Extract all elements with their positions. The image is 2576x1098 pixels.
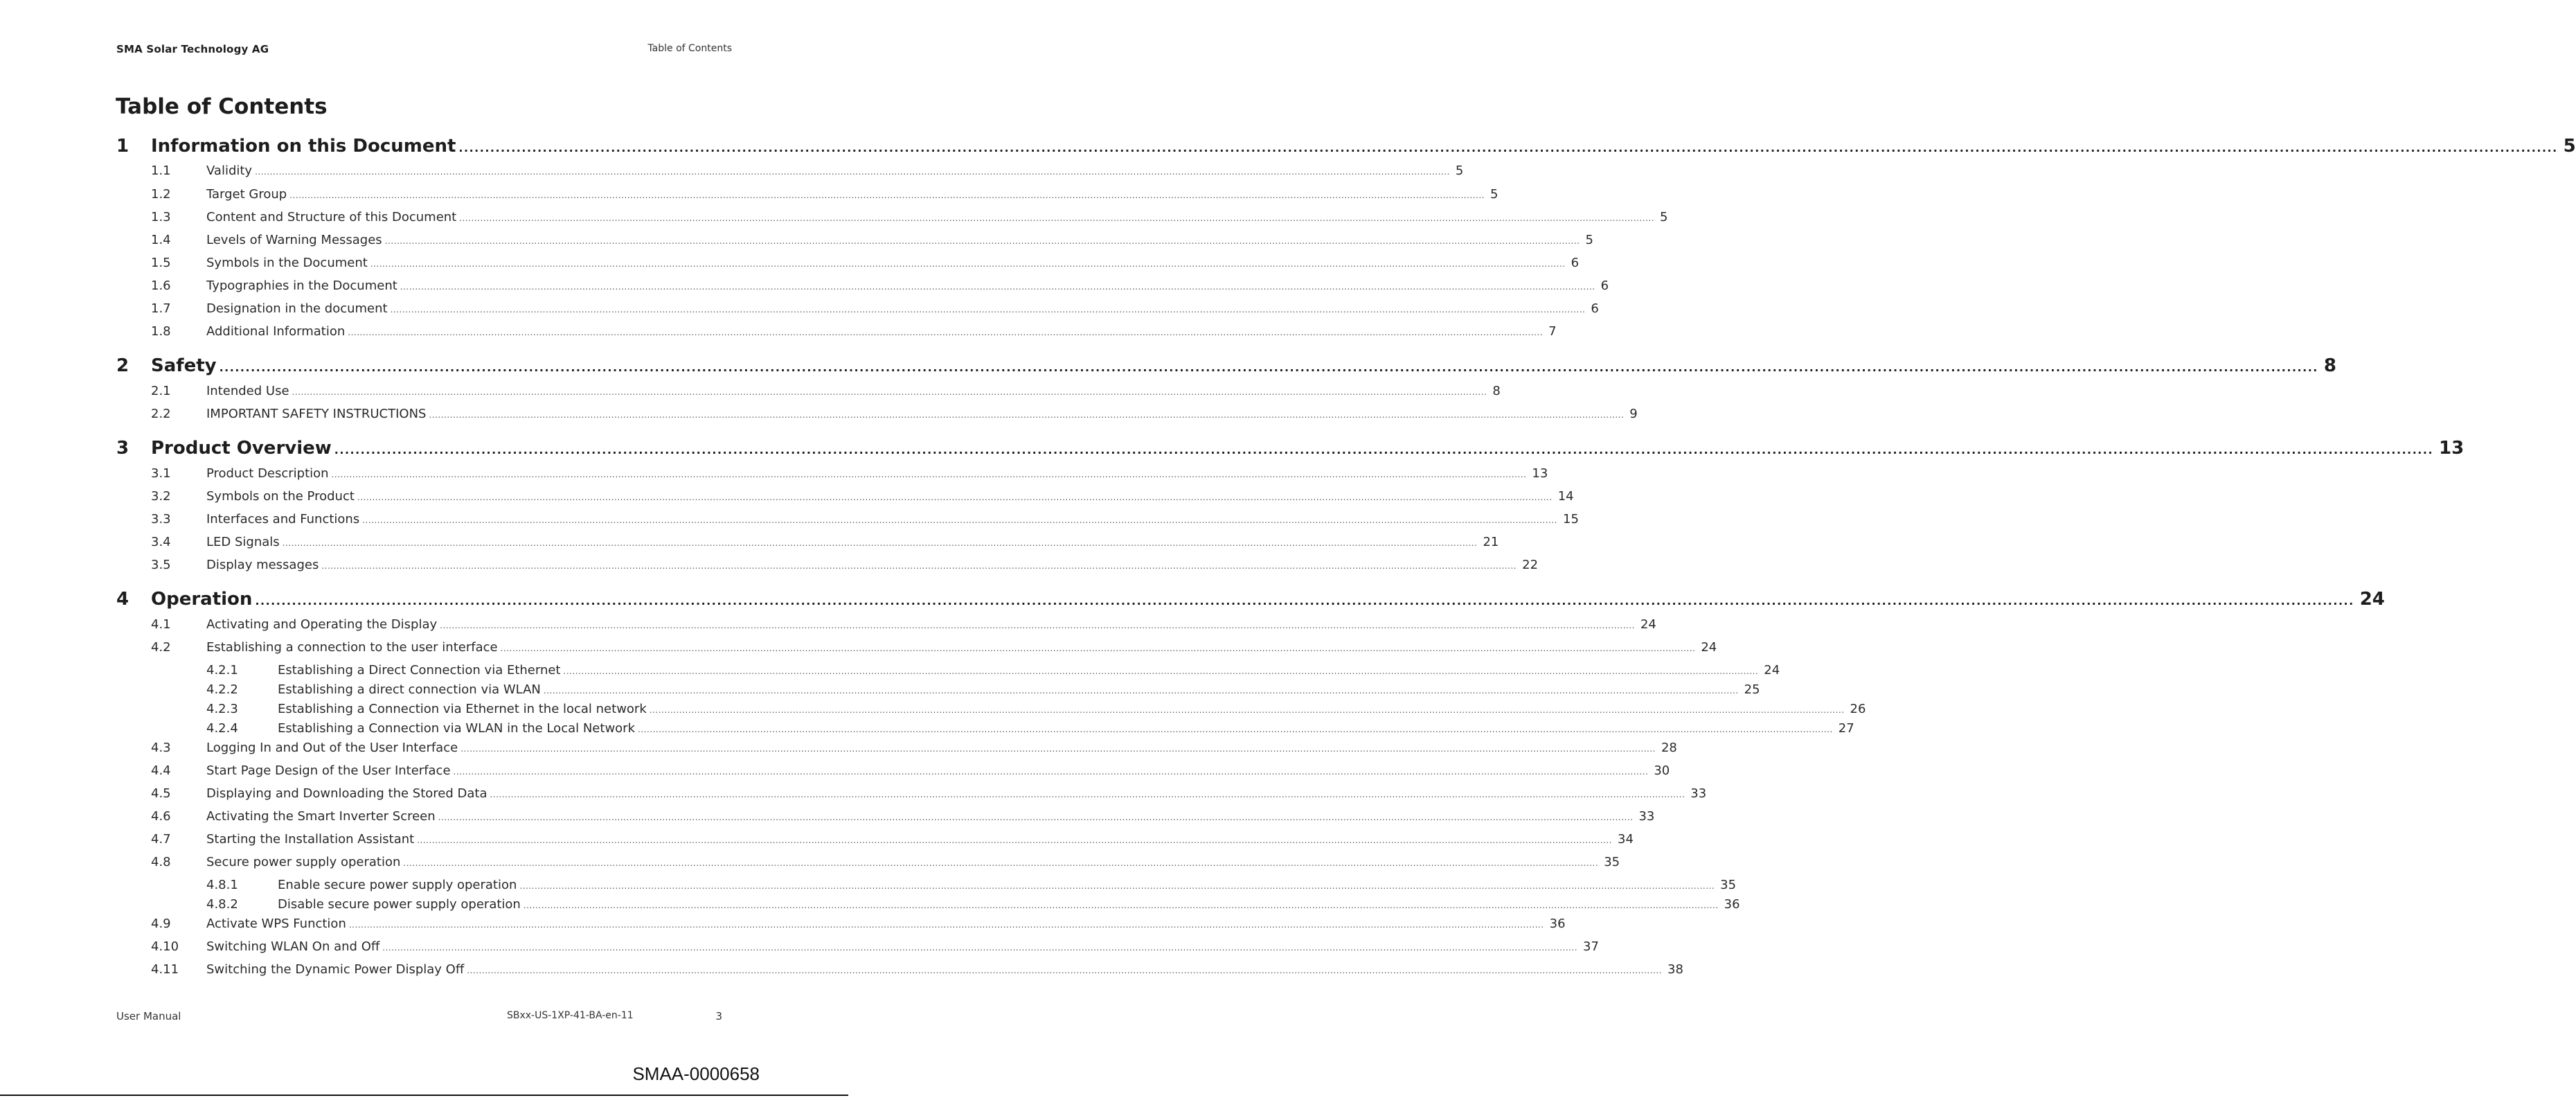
- toc-entry-sec: [151, 558, 1539, 576]
- toc-entry-title: Operation: [151, 589, 253, 610]
- toc-entry-number: 4: [116, 589, 129, 610]
- toc-entry-title: Validity: [206, 163, 253, 178]
- toc-entry-number: 1: [116, 136, 129, 157]
- toc-leader-dots: ................................................................................................................................................................................................................................................................................................................................................................................................................: [255, 594, 2354, 608]
- toc-entry-title: Activate WPS Function: [206, 917, 346, 931]
- toc-leader-dots: ................................................................................................................................................................................................................................................................................................................................................................................................................: [362, 515, 1557, 525]
- toc-leader-dots: ................................................................................................................................................................................................................................................................................................................................................................................................................: [348, 328, 1544, 337]
- toc-entry-sec: [151, 324, 1557, 342]
- toc-entry-sec: [151, 617, 1656, 635]
- toc-entry-number: 4.2.4: [206, 721, 238, 736]
- toc-entry-number: 3.4: [151, 535, 171, 549]
- toc-entry-number: 3.2: [151, 489, 171, 504]
- toc-entry-page: 22: [1522, 558, 1539, 572]
- toc-entry-title: Symbols in the Document: [206, 256, 368, 270]
- toc-entry-sec: [151, 163, 1464, 181]
- toc-entry-page: 13: [1532, 466, 1548, 481]
- toc-entry-title: Additional Information: [206, 324, 346, 339]
- toc-entry-title: Switching the Dynamic Power Display Off: [206, 962, 465, 977]
- toc-entry-page: 34: [1618, 832, 1634, 847]
- toc-entry-title: Enable secure power supply operation: [278, 878, 517, 892]
- toc-leader-dots: ................................................................................................................................................................................................................................................................................................................................................................................................................: [429, 410, 1625, 420]
- footer-doc-type: User Manual: [116, 1010, 181, 1022]
- toc-entry-page: 6: [1571, 256, 1580, 270]
- toc-entry-sec: [151, 962, 1683, 980]
- toc-leader-dots: ................................................................................................................................................................................................................................................................................................................................................................................................................: [334, 443, 2434, 457]
- toc-leader-dots: ................................................................................................................................................................................................................................................................................................................................................................................................................: [467, 966, 1662, 975]
- toc-leader-dots: ................................................................................................................................................................................................................................................................................................................................................................................................................: [382, 943, 1578, 953]
- toc-entry-sec: [151, 763, 1670, 781]
- toc-entry-ch: [116, 589, 2385, 614]
- toc-leader-dots: ................................................................................................................................................................................................................................................................................................................................................................................................................: [459, 213, 1655, 223]
- toc-entry-title: Levels of Warning Messages: [206, 233, 382, 247]
- toc-entry-number: 1.8: [151, 324, 171, 339]
- toc-entry-sec: [151, 809, 1655, 827]
- toc-entry-number: 1.1: [151, 163, 171, 178]
- toc-entry-number: 3.3: [151, 512, 171, 526]
- toc-entry-page: 36: [1549, 917, 1566, 931]
- toc-entry-page: 25: [1744, 682, 1760, 697]
- toc-entry-sec: [151, 233, 1593, 251]
- toc-leader-dots: ................................................................................................................................................................................................................................................................................................................................................................................................................: [321, 561, 1517, 571]
- toc-entry-page: 28: [1661, 741, 1677, 755]
- toc-leader-dots: ................................................................................................................................................................................................................................................................................................................................................................................................................: [255, 167, 1450, 177]
- toc-leader-dots: ................................................................................................................................................................................................................................................................................................................................................................................................................: [438, 813, 1634, 822]
- toc-entry-sec: [151, 512, 1579, 530]
- toc-entry-title: Activating and Operating the Display: [206, 617, 438, 632]
- toc-entry-number: 3.1: [151, 466, 171, 481]
- toc-entry-title: Product Overview: [151, 438, 332, 459]
- toc-entry-title: Content and Structure of this Document: [206, 210, 457, 224]
- toc-entry-title: IMPORTANT SAFETY INSTRUCTIONS: [206, 407, 427, 421]
- toc-entry-title: Logging In and Out of the User Interface: [206, 741, 458, 755]
- toc-entry-number: 1.4: [151, 233, 171, 247]
- toc-entry-page: 21: [1483, 535, 1499, 549]
- toc-entry-sub: [206, 897, 1740, 915]
- toc-leader-dots: ................................................................................................................................................................................................................................................................................................................................................................................................................: [543, 686, 1739, 696]
- toc-entry-sec: [151, 489, 1574, 507]
- toc-entry-title: Establishing a Direct Connection via Ethernet: [278, 663, 561, 678]
- toc-entry-number: 4.7: [151, 832, 171, 847]
- toc-leader-dots: ................................................................................................................................................................................................................................................................................................................................................................................................................: [500, 644, 1696, 653]
- toc-entry-ch: [116, 355, 2336, 380]
- toc-entry-number: 3.5: [151, 558, 171, 572]
- toc-entry-number: 2.1: [151, 384, 171, 398]
- header-section: Table of Contents: [647, 43, 732, 54]
- toc-entry-sec: [151, 640, 1717, 658]
- toc-entry-page: 24: [1764, 663, 1780, 678]
- toc-entry-title: Disable secure power supply operation: [278, 897, 521, 912]
- toc-entry-title: LED Signals: [206, 535, 280, 549]
- toc-entry-number: 4.11: [151, 962, 179, 977]
- toc-leader-dots: ................................................................................................................................................................................................................................................................................................................................................................................................................: [348, 920, 1544, 930]
- toc-entry-page: 15: [1563, 512, 1579, 526]
- toc-leader-dots: ................................................................................................................................................................................................................................................................................................................................................................................................................: [460, 744, 1656, 754]
- toc-entry-number: 4.8.1: [206, 878, 238, 892]
- toc-entry-number: 4.8.2: [206, 897, 238, 912]
- toc-leader-dots: ................................................................................................................................................................................................................................................................................................................................................................................................................: [440, 621, 1635, 630]
- toc-entry-number: 4.5: [151, 786, 171, 801]
- toc-entry-page: 14: [1557, 489, 1574, 504]
- toc-leader-dots: ................................................................................................................................................................................................................................................................................................................................................................................................................: [384, 236, 1580, 246]
- toc-entry-page: 8: [1492, 384, 1501, 398]
- toc-entry-page: 5: [1660, 210, 1668, 224]
- toc-entry-page: 36: [1724, 897, 1740, 912]
- toc-entry-title: Switching WLAN On and Off: [206, 939, 380, 954]
- toc-entry-number: 4.8: [151, 855, 171, 869]
- toc-entry-number: 1.6: [151, 278, 171, 293]
- toc-entry-title: Symbols on the Product: [206, 489, 355, 504]
- toc-entry-page: 6: [1600, 278, 1609, 293]
- toc-entry-title: Product Description: [206, 466, 329, 481]
- toc-entry-title: Target Group: [206, 187, 287, 202]
- toc-entry-page: 38: [1667, 962, 1683, 977]
- toc-entry-number: 4.2.3: [206, 702, 238, 716]
- footer-doc-code: SBxx-US-1XP-41-BA-en-11: [507, 1010, 634, 1021]
- toc-leader-dots: ................................................................................................................................................................................................................................................................................................................................................................................................................: [292, 387, 1487, 397]
- toc-entry-title: Start Page Design of the User Interface: [206, 763, 451, 778]
- toc-entry-page: 35: [1604, 855, 1620, 869]
- toc-entry-page: 35: [1720, 878, 1737, 892]
- toc-entry-number: 1.5: [151, 256, 171, 270]
- toc-entry-page: 13: [2439, 438, 2465, 459]
- toc-entry-title: Display messages: [206, 558, 319, 572]
- toc-leader-dots: ................................................................................................................................................................................................................................................................................................................................................................................................................: [357, 493, 1553, 502]
- toc-entry-page: 24: [1640, 617, 1656, 632]
- toc-leader-dots: ................................................................................................................................................................................................................................................................................................................................................................................................................: [282, 538, 1478, 548]
- toc-entry-number: 4.2: [151, 640, 171, 655]
- toc-leader-dots: ................................................................................................................................................................................................................................................................................................................................................................................................................: [403, 858, 1599, 868]
- toc-entry-page: 6: [1591, 301, 1599, 316]
- toc-entry-sec: [151, 535, 1499, 553]
- toc-entry-title: Secure power supply operation: [206, 855, 401, 869]
- toc-entry-title: Designation in the document: [206, 301, 388, 316]
- toc-leader-dots: ................................................................................................................................................................................................................................................................................................................................................................................................................: [519, 881, 1715, 891]
- toc-entry-page: 30: [1654, 763, 1670, 778]
- toc-leader-dots: ................................................................................................................................................................................................................................................................................................................................................................................................................: [417, 835, 1612, 845]
- toc-entry-sec: [151, 741, 1677, 759]
- toc-entry-sec: [151, 407, 1638, 425]
- toc-entry-sec: [151, 832, 1634, 850]
- toc-leader-dots: ................................................................................................................................................................................................................................................................................................................................................................................................................: [563, 666, 1759, 676]
- toc-leader-dots: ................................................................................................................................................................................................................................................................................................................................................................................................................: [453, 767, 1649, 777]
- toc-entry-number: 4.1: [151, 617, 171, 632]
- toc-entry-number: 1.2: [151, 187, 171, 202]
- toc-entry-sec: [151, 256, 1580, 274]
- header-company: SMA Solar Technology AG: [116, 43, 269, 55]
- toc-entry-number: 4.2.2: [206, 682, 238, 697]
- toc-entry-sub: [206, 682, 1760, 700]
- toc-entry-number: 4.9: [151, 917, 171, 931]
- toc-entry-number: 4.10: [151, 939, 179, 954]
- toc-entry-title: Activating the Smart Inverter Screen: [206, 809, 436, 824]
- toc-entry-page: 5: [2563, 136, 2576, 157]
- toc-entry-sec: [151, 855, 1620, 873]
- toc-entry-page: 24: [2359, 589, 2385, 610]
- toc-entry-number: 2: [116, 355, 129, 376]
- toc-entry-page: 24: [1701, 640, 1717, 655]
- toc-entry-sub: [206, 878, 1737, 896]
- footer-page-number: 3: [715, 1010, 722, 1022]
- toc-entry-sub: [206, 663, 1780, 681]
- toc-entry-number: 4.6: [151, 809, 171, 824]
- toc-entry-number: 4.3: [151, 741, 171, 755]
- toc-entry-page: 9: [1629, 407, 1638, 421]
- toc-leader-dots: ................................................................................................................................................................................................................................................................................................................................................................................................................: [390, 305, 1586, 315]
- bottom-rule: [0, 1095, 848, 1096]
- toc-entry-sec: [151, 466, 1548, 484]
- toc-leader-dots: ................................................................................................................................................................................................................................................................................................................................................................................................................: [649, 705, 1845, 715]
- toc-entry-sec: [151, 917, 1566, 935]
- toc-entry-title: Typographies in the Document: [206, 278, 397, 293]
- toc-entry-page: 26: [1850, 702, 1866, 716]
- toc-entry-sec: [151, 187, 1499, 205]
- toc-leader-dots: ................................................................................................................................................................................................................................................................................................................................................................................................................: [289, 191, 1485, 200]
- toc-entry-sec: [151, 786, 1707, 804]
- toc-entry-page: 33: [1638, 809, 1655, 824]
- toc-leader-dots: ................................................................................................................................................................................................................................................................................................................................................................................................................: [219, 361, 2318, 374]
- toc-leader-dots: ................................................................................................................................................................................................................................................................................................................................................................................................................: [370, 259, 1566, 269]
- toc-entry-number: 4.4: [151, 763, 171, 778]
- toc-entry-number: 4.2.1: [206, 663, 238, 678]
- toc-entry-page: 37: [1583, 939, 1599, 954]
- toc-entry-title: Starting the Installation Assistant: [206, 832, 415, 847]
- toc-entry-ch: [116, 136, 2576, 161]
- toc-entry-title: Displaying and Downloading the Stored Data: [206, 786, 488, 801]
- toc-entry-ch: [116, 438, 2465, 463]
- toc-entry-sec: [151, 384, 1501, 402]
- toc-entry-page: 5: [1455, 163, 1464, 178]
- toc-entry-sec: [151, 210, 1668, 228]
- toc-entry-sub: [206, 721, 1854, 739]
- toc-entry-sec: [151, 939, 1599, 957]
- toc-entry-number: 1.7: [151, 301, 171, 316]
- toc-entry-page: 27: [1838, 721, 1854, 736]
- toc-entry-title: Establishing a direct connection via WLAN: [278, 682, 541, 697]
- page-title: Table of Contents: [116, 94, 328, 119]
- toc-entry-title: Safety: [151, 355, 217, 376]
- toc-leader-dots: ................................................................................................................................................................................................................................................................................................................................................................................................................: [523, 901, 1719, 910]
- toc-leader-dots: ................................................................................................................................................................................................................................................................................................................................................................................................................: [490, 790, 1685, 799]
- toc-leader-dots: ................................................................................................................................................................................................................................................................................................................................................................................................................: [400, 282, 1595, 292]
- toc-entry-page: 5: [1490, 187, 1499, 202]
- toc-entry-title: Establishing a Connection via WLAN in the Local Network: [278, 721, 635, 736]
- toc-entry-sec: [151, 278, 1609, 296]
- toc-entry-number: 1.3: [151, 210, 171, 224]
- toc-entry-title: Establishing a connection to the user interface: [206, 640, 498, 655]
- toc-entry-page: 7: [1548, 324, 1557, 339]
- toc-entry-title: Establishing a Connection via Ethernet in the local network: [278, 702, 647, 716]
- toc-entry-title: Intended Use: [206, 384, 289, 398]
- toc-entry-page: 8: [2323, 355, 2336, 376]
- toc-entry-sec: [151, 301, 1599, 319]
- toc-entry-number: 3: [116, 438, 129, 459]
- toc-leader-dots: ................................................................................................................................................................................................................................................................................................................................................................................................................: [638, 725, 1833, 734]
- bates-stamp: SMAA-0000658: [632, 1063, 760, 1084]
- toc-entry-sub: [206, 702, 1866, 720]
- toc-leader-dots: ................................................................................................................................................................................................................................................................................................................................................................................................................: [458, 141, 2558, 154]
- toc-entry-number: 2.2: [151, 407, 171, 421]
- toc-entry-page: 33: [1690, 786, 1707, 801]
- toc-entry-page: 5: [1585, 233, 1593, 247]
- toc-entry-title: Information on this Document: [151, 136, 456, 157]
- toc-leader-dots: ................................................................................................................................................................................................................................................................................................................................................................................................................: [331, 470, 1527, 479]
- toc-entry-title: Interfaces and Functions: [206, 512, 360, 526]
